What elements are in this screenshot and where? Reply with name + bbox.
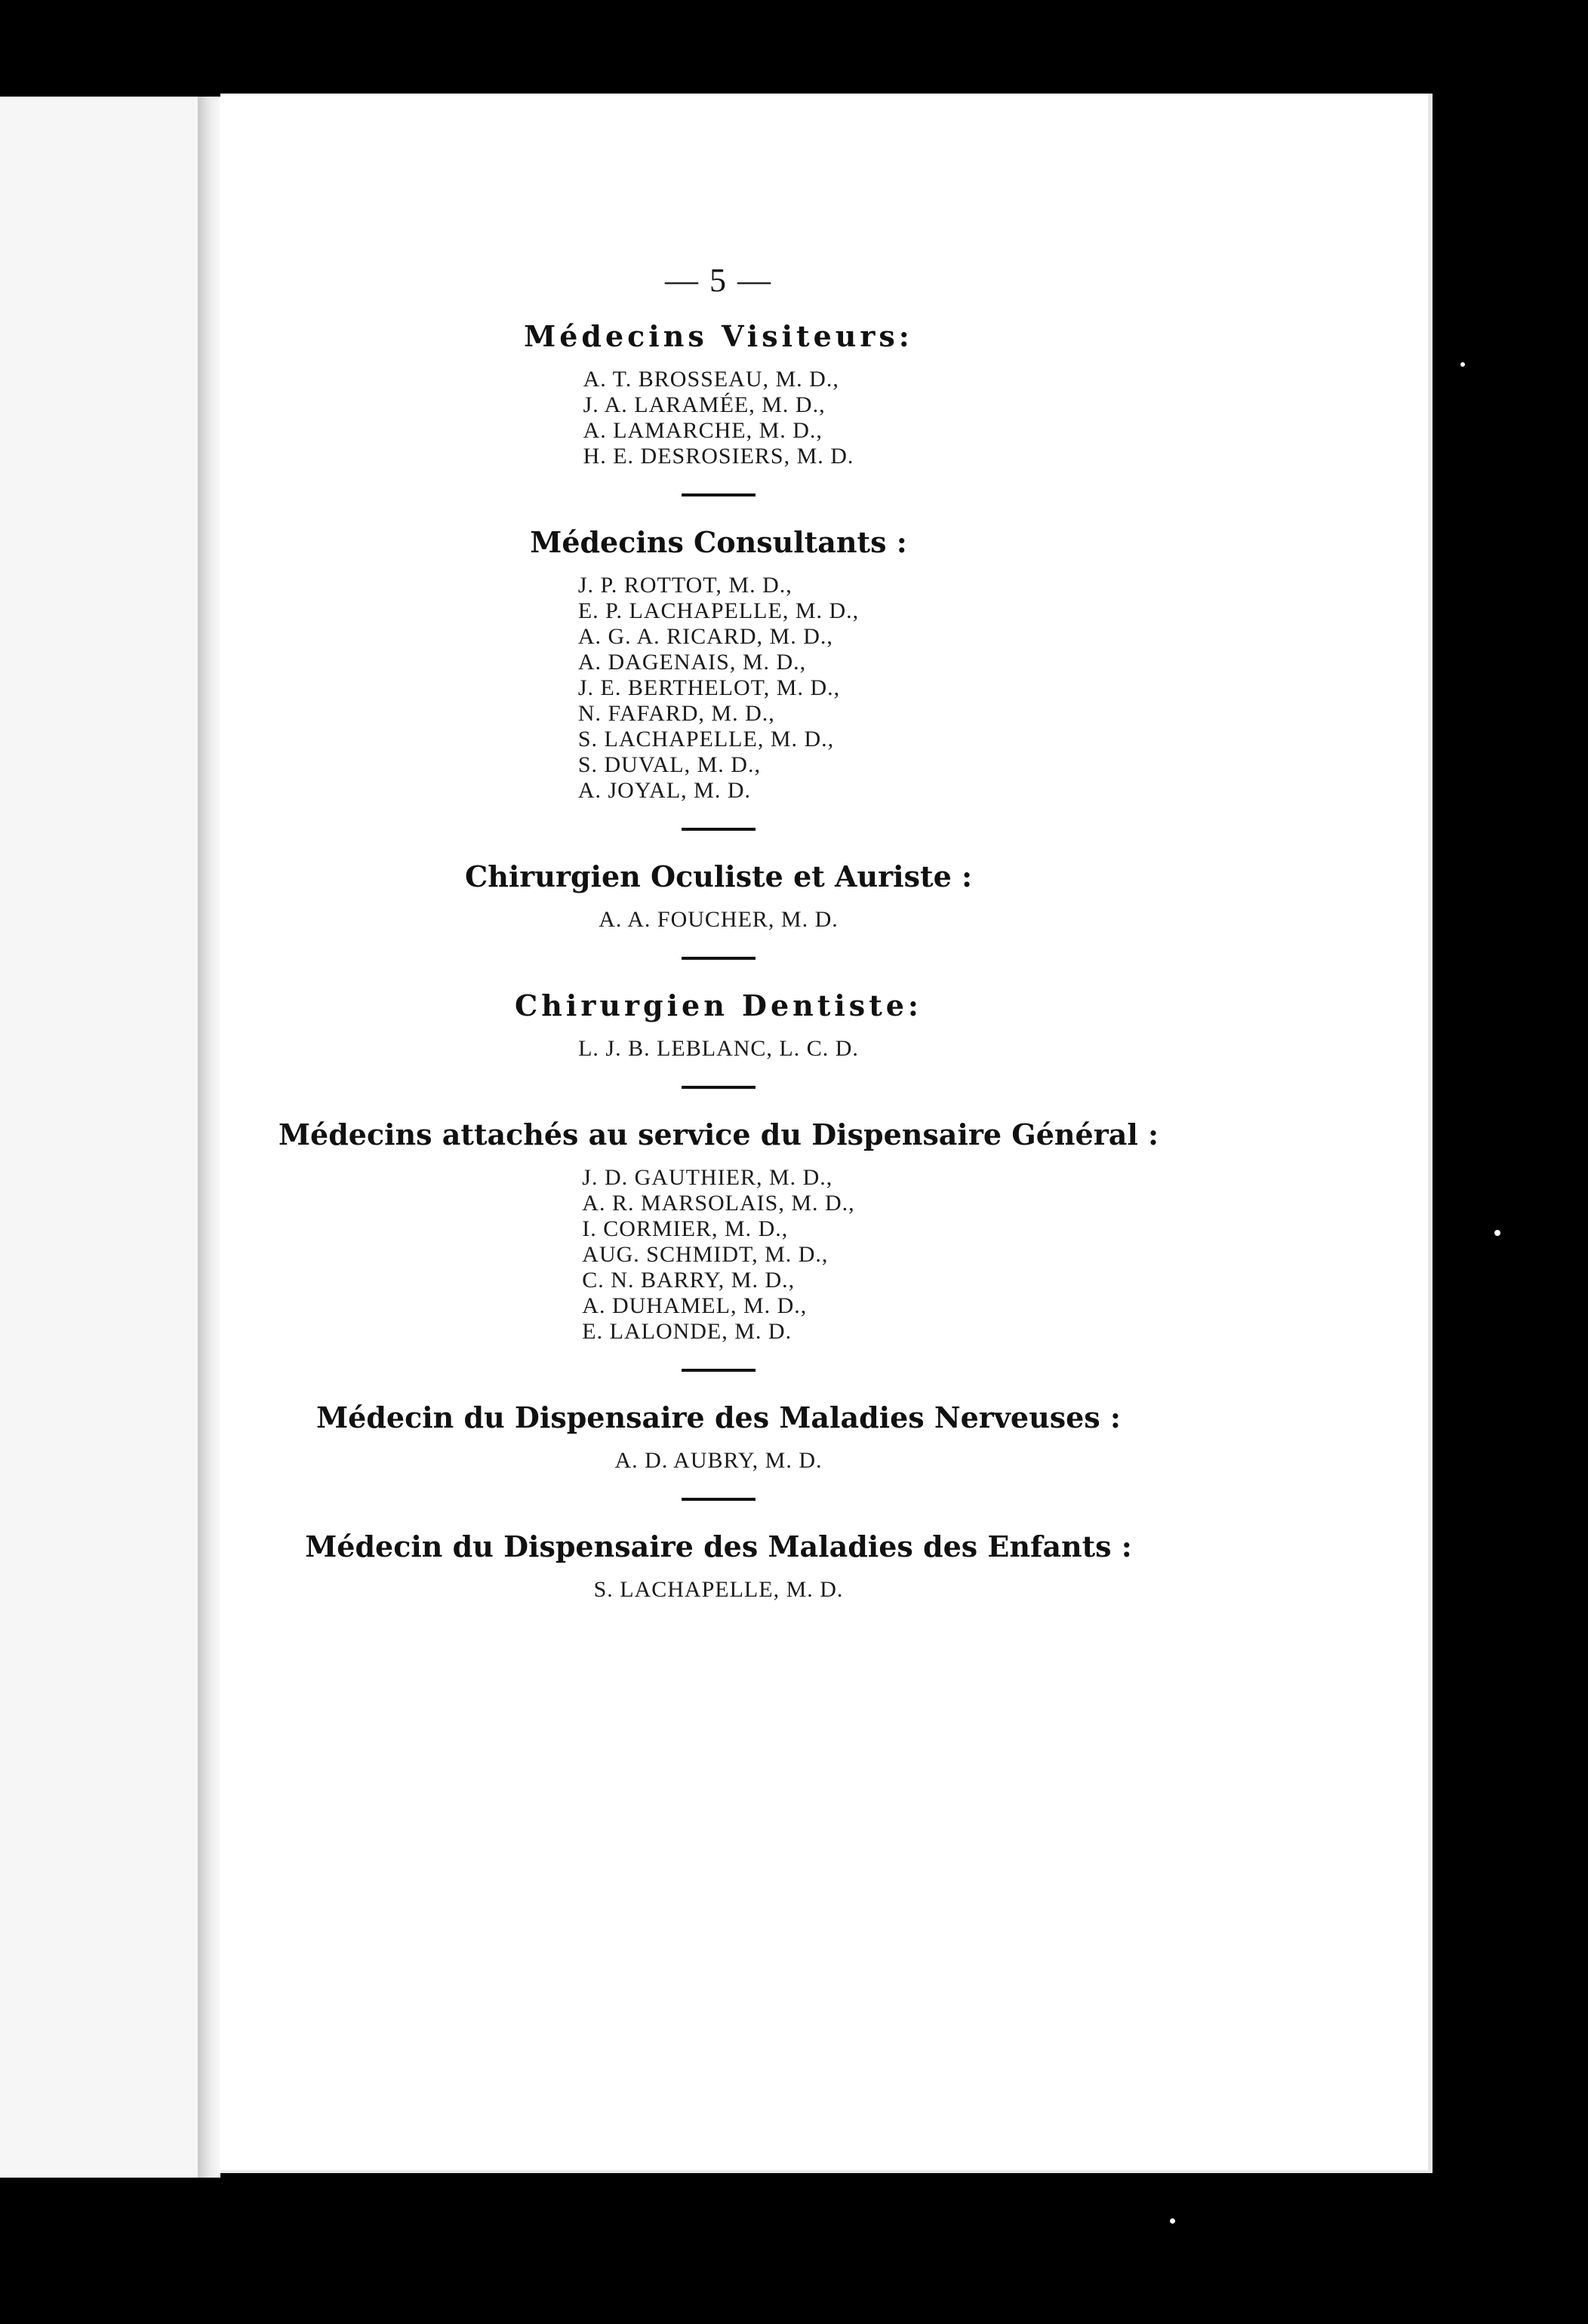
section-heading: Chirurgien Oculiste et Auriste :	[464, 859, 972, 893]
section-divider	[682, 957, 756, 960]
name-entry: E. LALONDE, M. D.	[582, 1319, 792, 1344]
name-entry: AUG. SCHMIDT, M. D.,	[582, 1242, 829, 1267]
section-heading: Médecins Visiteurs:	[524, 319, 913, 353]
section-maladies-enfants	[220, 1529, 1217, 1603]
name-entry: A. R. MARSOLAIS, M. D.,	[582, 1191, 855, 1216]
name-entry: N. FAFARD, M. D.,	[577, 701, 775, 726]
name-entry: I. CORMIER, M. D.,	[582, 1216, 789, 1241]
facing-page	[0, 97, 200, 2178]
section-divider	[682, 1369, 756, 1372]
name-entry: A. JOYAL, M. D.	[577, 778, 752, 803]
name-list	[614, 1448, 822, 1474]
section-heading: Médecins attachés au service du Dispensaire Général :	[278, 1117, 1159, 1151]
section-heading: Chirurgien Dentiste:	[515, 988, 922, 1022]
dust-speck	[1460, 362, 1465, 367]
section-maladies-nerveuses	[220, 1400, 1217, 1474]
section-medecins-consultants	[220, 525, 1217, 804]
name-entry: S. LACHAPELLE, M. D.,	[577, 727, 835, 752]
name-entry: A. T. BROSSEAU, M. D.,	[583, 367, 839, 392]
document-page	[220, 94, 1433, 2173]
section-heading: Médecins Consultants :	[530, 525, 907, 559]
name-entry: H. E. DESROSIERS, M. D.	[583, 444, 854, 469]
book-gutter	[198, 97, 220, 2178]
name-entry: J. E. BERTHELOT, M. D.,	[577, 675, 841, 700]
page-number: — 5 —	[665, 262, 772, 299]
name-entry: E. P. LACHAPELLE, M. D.,	[577, 598, 860, 623]
name-entry: A. G. A. RICARD, M. D.,	[577, 624, 833, 649]
section-dispensaire-general	[220, 1117, 1217, 1345]
section-divider	[682, 493, 756, 496]
name-entry: A. D. AUBRY, M. D.	[614, 1448, 823, 1473]
name-entry: S. LACHAPELLE, M. D.	[593, 1577, 844, 1602]
name-list	[594, 1577, 844, 1603]
name-entry: A. DUHAMEL, M. D.,	[582, 1293, 808, 1318]
name-entry: A. A. FOUCHER, M. D.	[599, 907, 839, 932]
name-list	[583, 367, 854, 469]
section-medecins-visiteurs	[220, 319, 1217, 469]
dust-speck	[1170, 2218, 1175, 2224]
name-list	[578, 573, 859, 804]
name-entry: C. N. BARRY, M. D.,	[582, 1268, 796, 1293]
name-entry: L. J. B. LEBLANC, L. C. D.	[578, 1036, 859, 1061]
section-chirurgien-dentiste	[220, 988, 1217, 1062]
name-list	[582, 1165, 854, 1345]
name-list	[578, 1036, 859, 1062]
name-entry: J. D. GAUTHIER, M. D.,	[582, 1165, 833, 1190]
name-list	[599, 907, 839, 933]
section-divider	[682, 1086, 756, 1089]
section-heading: Médecin du Dispensaire des Maladies Nerveuses :	[316, 1400, 1121, 1434]
name-entry: A. DAGENAIS, M. D.,	[577, 650, 807, 675]
page-content	[220, 261, 1217, 1603]
name-entry: J. P. ROTTOT, M. D.,	[577, 573, 792, 598]
name-entry: J. A. LARAMÉE, M. D.,	[583, 392, 826, 417]
section-divider	[682, 828, 756, 831]
dust-speck	[1494, 1230, 1500, 1236]
name-entry: A. LAMARCHE, M. D.,	[583, 418, 823, 443]
section-chirurgien-oculiste	[220, 859, 1217, 933]
name-entry: S. DUVAL, M. D.,	[577, 752, 761, 777]
section-heading: Médecin du Dispensaire des Maladies des Enfants :	[305, 1529, 1132, 1563]
section-divider	[682, 1498, 756, 1501]
